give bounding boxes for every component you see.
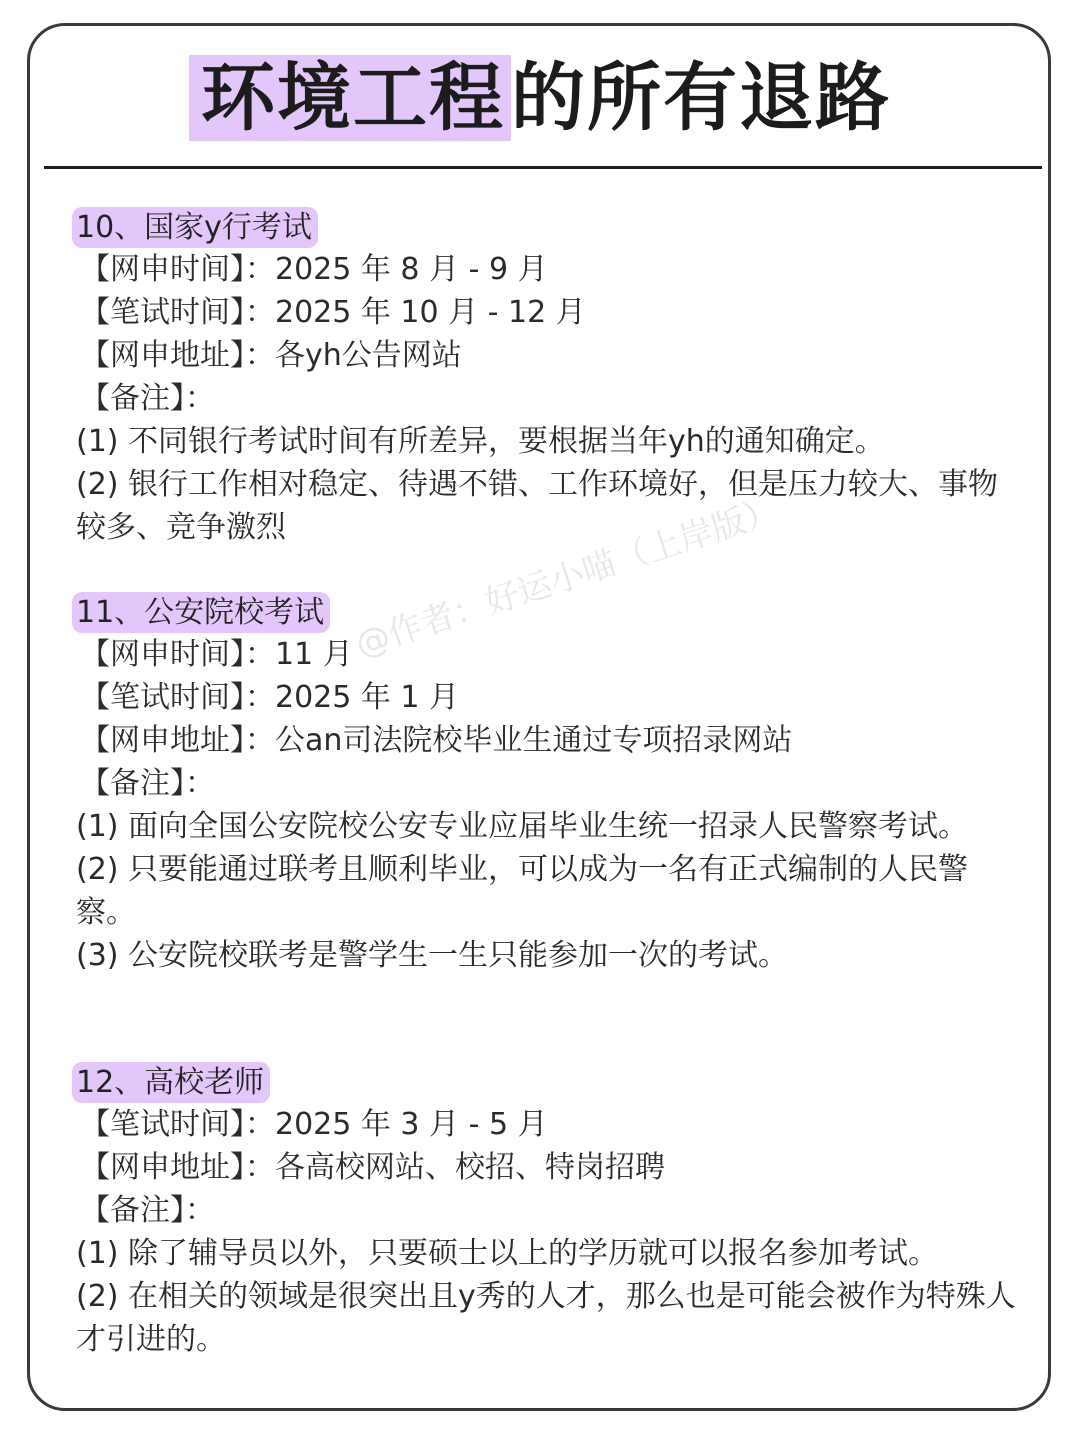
note-line: (2) 只要能通过联考且顺利毕业，可以成为一名有正式编制的人民警察。 [76,852,969,930]
field-line: 【笔试时间】：2025 年 3 月 - 5 月 [80,1107,548,1142]
title-divider [44,166,1042,169]
field-line: 【网申地址】：各yh公告网站 [80,338,462,373]
field-line: 【备注】： [80,1193,215,1228]
title-rest: 的所有退路 [511,55,891,141]
title-highlight: 环境工程 [189,55,511,141]
field-line: 【网申地址】：各高校网站、校招、特岗招聘 [80,1150,665,1185]
section-heading: 12、高校老师 [72,1062,270,1103]
page-title [189,48,891,148]
note-line: (1) 面向全国公安院校公安专业应届毕业生统一招录人民警察考试。 [76,809,969,844]
section-heading: 10、国家y行考试 [72,207,318,248]
field-line: 【备注】： [80,766,215,801]
field-line: 【网申时间】：2025 年 8 月 - 9 月 [80,252,548,287]
field-line: 【笔试时间】：2025 年 10 月 - 12 月 [80,295,586,330]
section-heading: 11、公安院校考试 [72,592,330,633]
field-line: 【网申地址】：公an司法院校毕业生通过专项招录网站 [80,723,793,758]
field-line: 【笔试时间】：2025 年 1 月 [80,680,460,715]
note-line: (3) 公安院校联考是警学生一生只能参加一次的考试。 [76,938,789,973]
field-line: 【备注】： [80,381,215,416]
note-line: (2) 银行工作相对稳定、待遇不错、工作环境好，但是压力较大、事物较多、竞争激烈 [76,467,999,545]
section-bank-exam [76,207,1016,549]
section-college-teacher [76,1062,1016,1361]
field-line: 【网申时间】：11 月 [80,637,353,672]
watermark: @作者：好运小喵（上岸版） [350,490,784,666]
section-police-exam [76,592,1016,977]
title-wrap [0,48,1080,148]
note-line: (1) 除了辅导员以外，只要硕士以上的学历就可以报名参加考试。 [76,1236,939,1271]
note-line: (1) 不同银行考试时间有所差异，要根据当年yh的通知确定。 [76,424,885,459]
note-line: (2) 在相关的领域是很突出且y秀的人才，那么也是可能会被作为特殊人才引进的。 [76,1279,1016,1357]
